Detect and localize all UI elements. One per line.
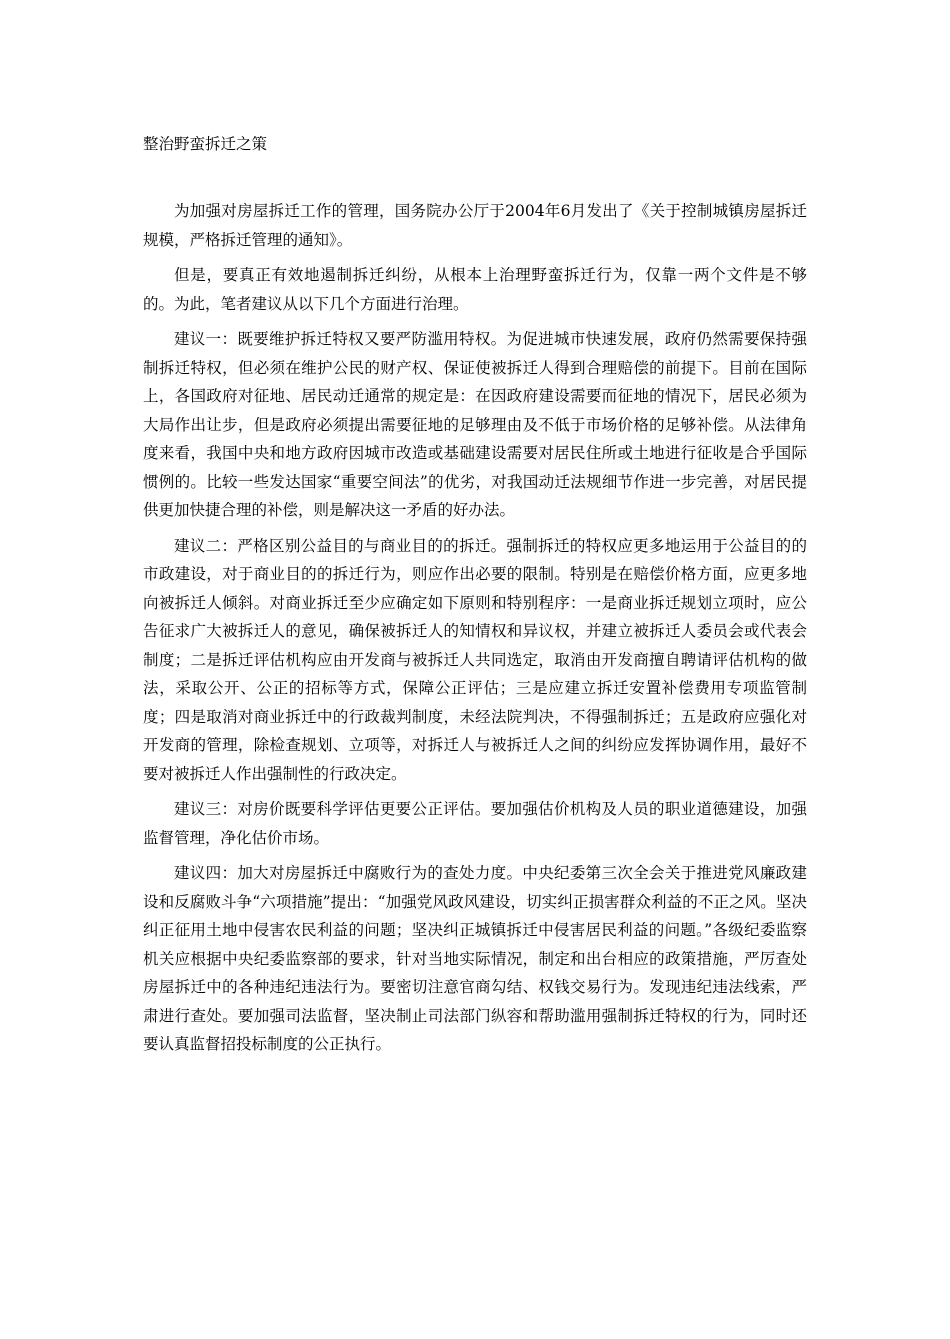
paragraph-suggestion-1: 建议一：既要维护拆迁特权又要严防滥用特权。为促进城市快速发展，政府仍然需要保持强制拆迁特权，但必须在维护公民的财产权、保证使被拆迁人得到合理赔偿的前提下。目前在国际上，各国政府对征地、居民动迁通常的规定是：在因政府建设需要而征地的情况下，居民必须为大局作出让步，但是政府必须提出需要征地的足够理由及不低于市场价格的足够补偿。从法律角度来看，我国中央和地方政府因城市改造或基础建设需要对居民住所或土地进行征收是合乎国际惯例的。比较一些发达国家“重要空间法”的优劣，对我国动迁法规细节作进一步完善，对居民提供更加快捷合理的补偿，则是解决这一矛盾的好办法。 [143,330,807,519]
document-body [143,197,807,1066]
paragraph-suggestion-3: 建议三：对房价既要科学评估更要公正评估。要加强估价机构及人员的职业道德建设，加强监督管理，净化估价市场。 [143,800,807,847]
paragraph-purpose: 但是，要真正有效地遏制拆迁纠纷，从根本上治理野蛮拆迁行为，仅靠一两个文件是不够的。为此，笔者建议从以下几个方面进行治理。 [143,266,807,313]
paragraph-suggestion-4: 建议四：加大对房屋拆迁中腐败行为的查处力度。中央纪委第三次全会关于推进党风廉政建设和反腐败斗争“六项措施”提出：“加强党风政风建设，切实纠正损害群众利益的不正之风。坚决纠正征用土地中侵害农民利益的问题；坚决纠正城镇拆迁中侵害居民利益的问题。”各级纪委监察机关应根据中央纪委监察部的要求，针对当地实际情况，制定和出台相应的政策措施，严厉查处房屋拆迁中的各种违纪违法行为。要密切注意官商勾结、权钱交易行为。发现违纪违法线索，严肃进行查处。要加强司法监督，坚决制止司法部门纵容和帮助滥用强制拆迁特权的行为，同时还要认真监督招投标制度的公正执行。 [143,864,807,1053]
paragraph-suggestion-2: 建议二：严格区别公益目的与商业目的的拆迁。强制拆迁的特权应更多地运用于公益目的的市政建设，对于商业目的的拆迁行为，则应作出必要的限制。特别是在赔偿价格方面，应更多地向被拆迁人倾斜。对商业拆迁至少应确定如下原则和特别程序：一是商业拆迁规划立项时，应公告征求广大被拆迁人的意见，确保被拆迁人的知情权和异议权，并建立被拆迁人委员会或代表会制度；二是拆迁评估机构应由开发商与被拆迁人共同选定，取消由开发商擅自聘请评估机构的做法，采取公开、公正的招标等方式，保障公正评估；三是应建立拆迁安置补偿费用专项监管制度；四是取消对商业拆迁中的行政裁判制度，未经法院判决，不得强制拆迁；五是政府应强化对开发商的管理，除检查规划、立项等，对拆迁人与被拆迁人之间的纠纷应发挥协调作用，最好不要对被拆迁人作出强制性的行政决定。 [143,536,807,783]
paragraph-intro: 为加强对房屋拆迁工作的管理，国务院办公厅于2004年6月发出了《关于控制城镇房屋拆迁规模，严格拆迁管理的通知》。 [143,202,807,249]
document-title: 整治野蛮拆迁之策 [143,135,268,153]
